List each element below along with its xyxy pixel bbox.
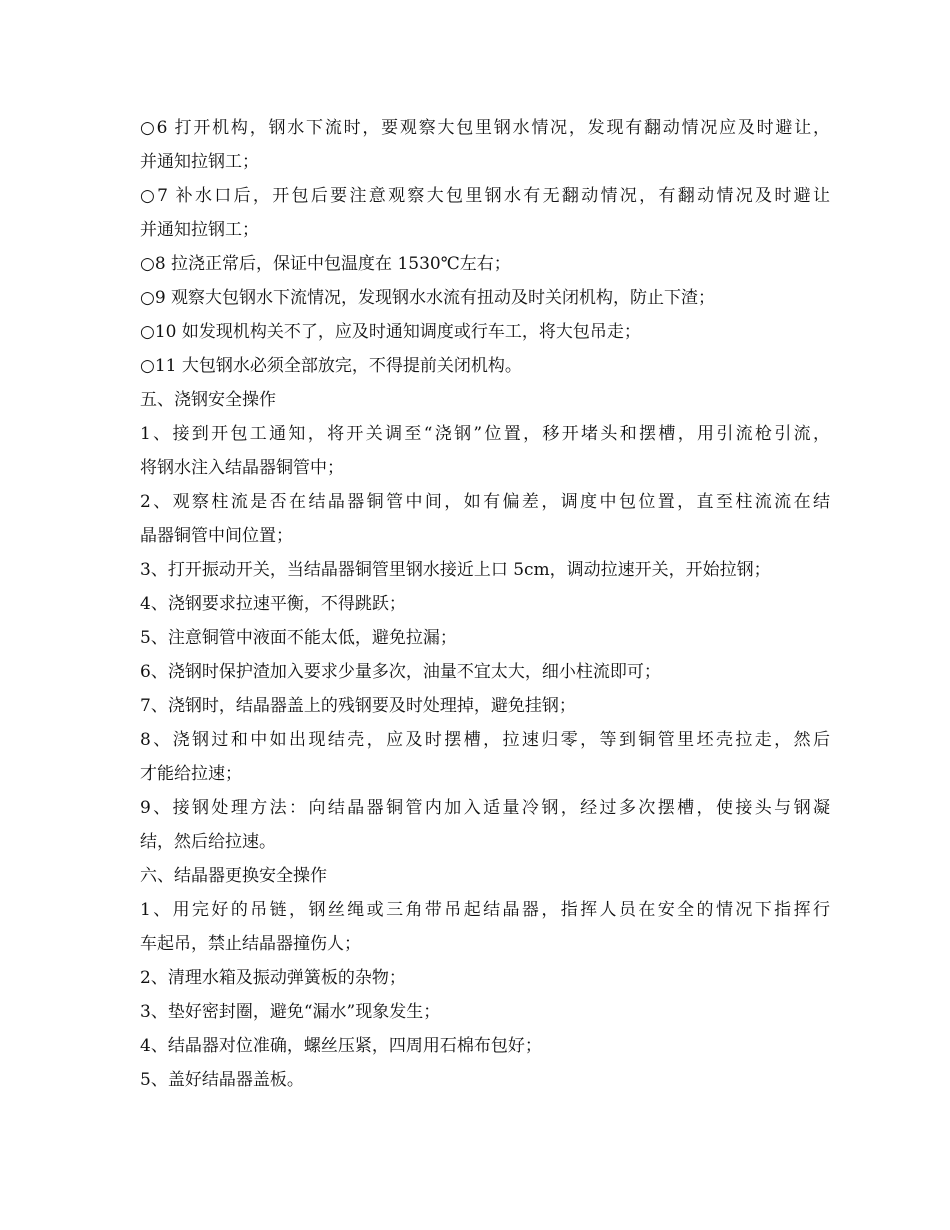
text-line: ○10 如发现机构关不了，应及时通知调度或行车工，将大包吊走； xyxy=(140,322,641,342)
text-line: ○11 大包钢水必须全部放完，不得提前关闭机构。 xyxy=(140,356,522,376)
text-line: 将钢水注入结晶器铜管中； xyxy=(140,458,344,478)
text-line: 5、注意铜管中液面不能太低，避免拉漏； xyxy=(140,628,457,648)
text-line: 2、观察柱流是否在结晶器铜管中间，如有偏差，调度中包位置，直至柱流流在结 xyxy=(140,492,830,512)
text-line: ○7 补水口后，开包后要注意观察大包里钢水有无翻动情况，有翻动情况及时避让 xyxy=(140,186,830,206)
text-line: 车起吊，禁止结晶器撞伤人； xyxy=(140,934,361,954)
text-line: 才能给拉速； xyxy=(140,764,242,784)
text-line: ○9 观察大包钢水下流情况，发现钢水水流有扭动及时关闭机构，防止下渣； xyxy=(140,288,716,308)
text-line: ○6 打开机构，钢水下流时，要观察大包里钢水情况，发现有翻动情况应及时避让， xyxy=(140,118,830,138)
text-line: 3、垫好密封圈，避免“漏水”现象发生； xyxy=(140,1002,441,1022)
text-line: 8、浇钢过和中如出现结壳，应及时摆槽，拉速归零，等到铜管里坯壳拉走，然后 xyxy=(140,730,830,750)
text-line: 六、结晶器更换安全操作 xyxy=(140,866,327,886)
text-line: 3、打开振动开关，当结晶器铜管里钢水接近上口 5cm，调动拉速开关，开始拉钢； xyxy=(140,560,771,580)
text-line: 1、用完好的吊链，钢丝绳或三角带吊起结晶器，指挥人员在安全的情况下指挥行 xyxy=(140,900,830,920)
text-line: 7、浇钢时，结晶器盖上的残钢要及时处理掉，避免挂钢； xyxy=(140,696,576,716)
text-line: 4、结晶器对位准确，螺丝压紧，四周用石棉布包好； xyxy=(140,1036,542,1056)
text-line: ○8 拉浇正常后，保证中包温度在 1530℃左右； xyxy=(140,254,511,274)
text-line: 并通知拉钢工； xyxy=(140,152,259,172)
document-body xyxy=(140,111,840,1097)
text-line: 2、清理水箱及振动弹簧板的杂物； xyxy=(140,968,406,988)
text-line: 4、浇钢要求拉速平衡，不得跳跃； xyxy=(140,594,406,614)
text-line: 并通知拉钢工； xyxy=(140,220,259,240)
text-line: 9、接钢处理方法：向结晶器铜管内加入适量冷钢，经过多次摆槽，使接头与钢凝 xyxy=(140,798,830,818)
text-line: 晶器铜管中间位置； xyxy=(140,526,293,546)
text-line: 五、浇钢安全操作 xyxy=(140,390,276,410)
text-line: 结，然后给拉速。 xyxy=(140,832,276,852)
text-line: 6、浇钢时保护渣加入要求少量多次，油量不宜太大，细小柱流即可； xyxy=(140,662,661,682)
text-line: 5、盖好结晶器盖板。 xyxy=(140,1070,304,1090)
text-line: 1、接到开包工通知，将开关调至“浇钢”位置，移开堵头和摆槽，用引流枪引流， xyxy=(140,424,830,444)
